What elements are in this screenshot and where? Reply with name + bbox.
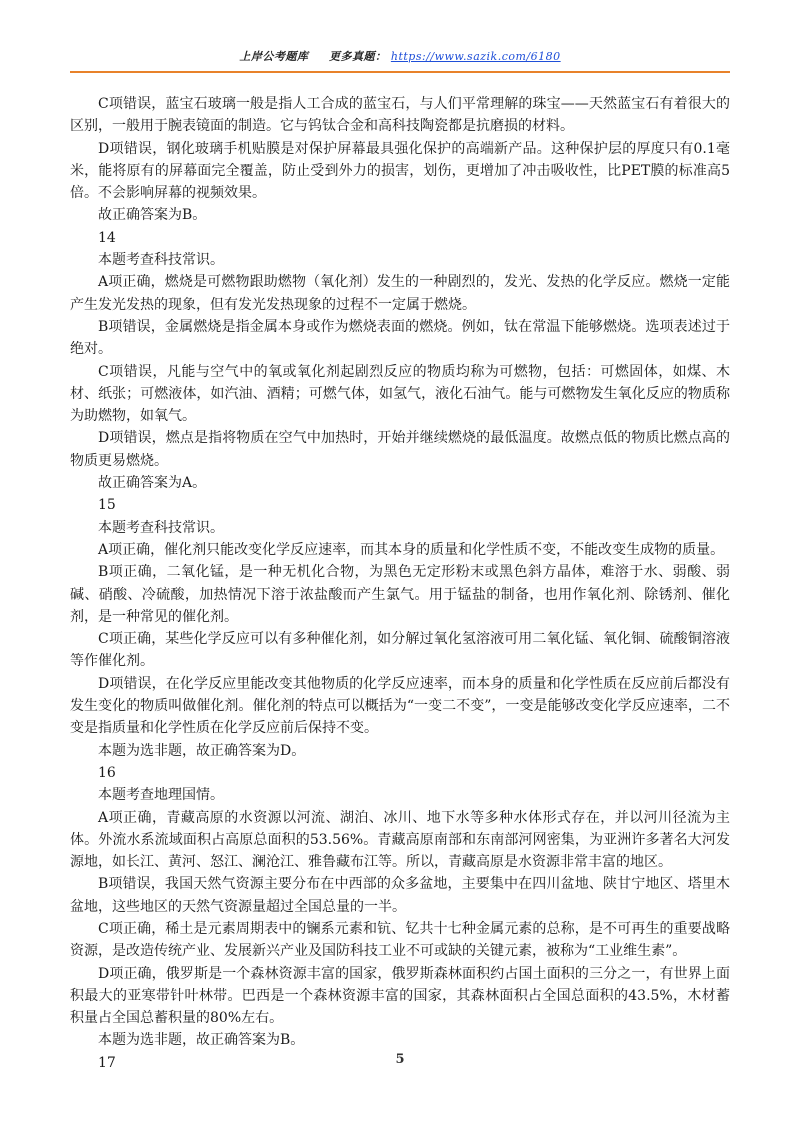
question-number: 17 [98,1054,116,1071]
question-number: 16 [98,764,116,781]
answer-line: 故正确答案为B。 [98,207,207,224]
document-body [70,93,730,1074]
question-number: 15 [98,497,116,514]
paragraph: D项错误，钢化玻璃手机贴膜是对保护屏幕最具强化保护的高端新产品。这种保护层的厚度只有0.1毫米，能将原有的屏幕面完全覆盖，防止受到外力的损害，划伤，更增加了冲击吸收性，比PET膜的标准高5倍。不会影响屏幕的视频效果。 [70,140,730,202]
topic-line: 本题考查科技常识。 [98,252,224,269]
answer-line: 故正确答案为A。 [98,475,207,492]
question-number: 14 [98,229,116,246]
paragraph: C项错误，蓝宝石玻璃一般是指人工合成的蓝宝石，与人们平常理解的珠宝——天然蓝宝石有着很大的区别，一般用于腕表镜面的制造。它与钨钛合金和高科技陶瓷都是抗磨损的材料。 [70,96,730,135]
answer-line: 本题为选非题，故正确答案为B。 [98,1032,305,1049]
paragraph: C项错误，凡能与空气中的氧或氧化剂起剧烈反应的物质均称为可燃物，包括：可燃固体，如煤、木材、纸张；可燃液体，如汽油、酒精；可燃气体，如氢气，液化石油气。能与可燃物发生氧化反应的物质称为助燃物，如氧气。 [70,363,730,425]
topic-line: 本题考查科技常识。 [98,519,224,536]
page-number: 5 [395,1052,405,1067]
paragraph: C项正确，某些化学反应可以有多种催化剂，如分解过氧化氢溶液可用二氧化锰、氧化铜、硫酸铜溶液等作催化剂。 [70,631,730,670]
paragraph: D项正确，俄罗斯是一个森林资源丰富的国家，俄罗斯森林面积约占国土面积的三分之一，有世界上面积最大的亚寒带针叶林带。巴西是一个森林资源丰富的国家，其森林面积占全国总面积的43.5%，木材蓄积量占全国总蓄积量的80%左右。 [70,965,730,1027]
header-link[interactable]: https://www.sazik.com/6180 [390,50,561,63]
header-link-label: 更多真题： [329,50,387,63]
paragraph: B项错误，我国天然气资源主要分布在中西部的众多盆地，主要集中在四川盆地、陕甘宁地区、塔里木盆地，这些地区的天然气资源量超过全国总量的一半。 [70,876,730,915]
paragraph: A项正确，催化剂只能改变化学反应速率，而其本身的质量和化学性质不变，不能改变生成物的质量。 [98,541,725,558]
topic-line: 本题考查地理国情。 [98,787,224,804]
page-header [70,48,730,64]
paragraph: C项正确，稀土是元素周期表中的镧系元素和钪、钇共十七种金属元素的总称，是不可再生的重要战略资源，是改造传统产业、发展新兴产业及国防科技工业不可或缺的关键元素，被称为“工业维生素”。 [70,920,730,960]
paragraph: D项错误，燃点是指将物质在空气中加热时，开始并继续燃烧的最低温度。故燃点低的物质比燃点高的物质更易燃烧。 [70,430,730,469]
header-brand: 上岸公考题库 [239,50,309,63]
paragraph: B项正确，二氧化锰，是一种无机化合物，为黑色无定形粉末或黑色斜方晶体，难溶于水、弱酸、弱碱、硝酸、冷硫酸，加热情况下溶于浓盐酸而产生氯气。用于锰盐的制备，也用作氧化剂、除锈剂、催化剂，是一种常见的催化剂。 [70,564,730,625]
paragraph: A项正确，青藏高原的水资源以河流、湖泊、冰川、地下水等多种水体形式存在，并以河川径流为主体。外流水系流域面积占高原总面积的53.56%。青藏高原南部和东南部河网密集，为亚洲许多著名大河发源地，如长江、黄河、怒江、澜沧江、雅鲁藏布江等。所以，青藏高原是水资源非常丰富的地区。 [70,809,730,871]
answer-line: 本题为选非题，故正确答案为D。 [98,742,306,759]
paragraph: A项正确，燃烧是可燃物跟助燃物（氧化剂）发生的一种剧烈的，发光、发热的化学反应。燃烧一定能产生发光发热的现象，但有发光发热现象的过程不一定属于燃烧。 [70,274,730,313]
header-divider [70,71,730,73]
paragraph: B项错误，金属燃烧是指金属本身或作为燃烧表面的燃烧。例如，钛在常温下能够燃烧。选项表述过于绝对。 [70,318,730,358]
paragraph: D项错误，在化学反应里能改变其他物质的化学反应速率，而本身的质量和化学性质在反应前后都没有发生变化的物质叫做催化剂。催化剂的特点可以概括为“一变二不变”，一变是能够改变化学反应速率，二不变是指质量和化学性质在化学反应前后保持不变。 [70,675,730,737]
